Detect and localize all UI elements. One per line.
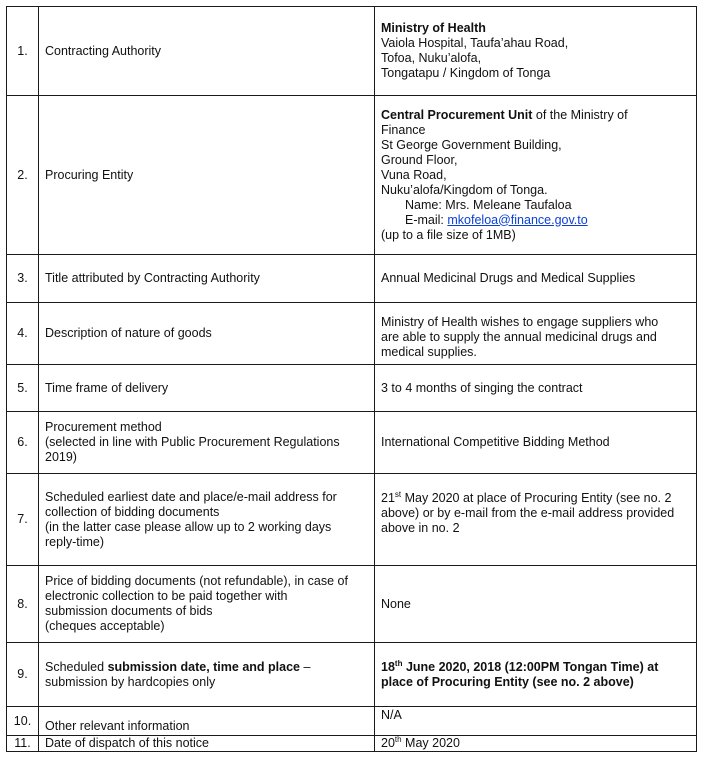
row-value: N/A bbox=[375, 707, 697, 736]
value-line: above) or by e-mail from the e-mail address provided bbox=[381, 506, 675, 520]
row-label: Description of nature of goods bbox=[39, 303, 375, 365]
value-line: May 2020 bbox=[401, 736, 460, 750]
row-label bbox=[39, 412, 375, 474]
date-day: 18 bbox=[381, 659, 395, 674]
row-label: Other relevant information bbox=[39, 707, 375, 736]
row-number: 5. bbox=[7, 365, 39, 412]
label-line: electronic collection to be paid together with bbox=[45, 589, 288, 603]
row-value: 3 to 4 months of singing the contract bbox=[375, 365, 697, 412]
row-number: 3. bbox=[7, 255, 39, 303]
label-line: (selected in line with Public Procurement Regulations bbox=[45, 435, 340, 449]
address-line: St George Government Building, bbox=[381, 137, 562, 152]
address-line: Nuku’alofa/Kingdom of Tonga. bbox=[381, 182, 548, 197]
row-value: International Competitive Bidding Method bbox=[375, 412, 697, 474]
date-suffix: th bbox=[394, 658, 403, 668]
label-prefix: Scheduled bbox=[45, 659, 108, 674]
row-label bbox=[39, 643, 375, 707]
table-row bbox=[7, 707, 697, 736]
label-line: Scheduled earliest date and place/e-mail address for bbox=[45, 489, 337, 504]
description-line: Ministry of Health wishes to engage suppliers who bbox=[381, 315, 659, 329]
address-line: Tongatapu / Kingdom of Tonga bbox=[381, 66, 551, 80]
address-line: Finance bbox=[381, 122, 426, 137]
label-line: submission by hardcopies only bbox=[45, 674, 216, 689]
description-line: are able to supply the annual medicinal drugs and bbox=[381, 330, 657, 344]
label-line: 2019) bbox=[45, 450, 77, 464]
procurement-notice-table bbox=[6, 6, 697, 752]
row-number: 7. bbox=[7, 474, 39, 566]
table-row bbox=[7, 7, 697, 96]
contact-name: Name: Mrs. Meleane Taufaloa bbox=[405, 197, 572, 212]
row-label: Time frame of delivery bbox=[39, 365, 375, 412]
table-row bbox=[7, 365, 697, 412]
row-label bbox=[39, 566, 375, 643]
table-row bbox=[7, 736, 697, 752]
date-suffix: st bbox=[394, 489, 402, 499]
label-line: submission documents of bids bbox=[45, 604, 213, 618]
row-number: 10. bbox=[7, 707, 39, 736]
row-label: Date of dispatch of this notice bbox=[39, 736, 375, 752]
email-link[interactable]: mkofeloa@finance.gov.to bbox=[447, 212, 588, 227]
row-value bbox=[375, 303, 697, 365]
table-row bbox=[7, 566, 697, 643]
row-label bbox=[39, 474, 375, 566]
label-bold: submission date, time and place bbox=[107, 659, 300, 674]
table-row bbox=[7, 474, 697, 566]
row-number: 2. bbox=[7, 96, 39, 255]
value-line: place of Procuring Entity (see no. 2 above) bbox=[381, 674, 634, 689]
description-line: medical supplies. bbox=[381, 345, 477, 359]
row-label: Contracting Authority bbox=[39, 7, 375, 96]
table-row bbox=[7, 303, 697, 365]
entity-name: Central Procurement Unit bbox=[381, 107, 533, 122]
table-row bbox=[7, 96, 697, 255]
row-number: 8. bbox=[7, 566, 39, 643]
row-label: Title attributed by Contracting Authority bbox=[39, 255, 375, 303]
date-day: 21 bbox=[381, 491, 395, 505]
row-value bbox=[375, 7, 697, 96]
entity-name-suffix: of the Ministry of bbox=[532, 107, 628, 122]
table-row bbox=[7, 255, 697, 303]
row-number: 9. bbox=[7, 643, 39, 707]
row-value bbox=[375, 96, 697, 255]
label-line: Procurement method bbox=[45, 420, 162, 434]
label-line: reply-time) bbox=[45, 534, 105, 549]
row-number: 1. bbox=[7, 7, 39, 96]
table-row bbox=[7, 412, 697, 474]
authority-name: Ministry of Health bbox=[381, 21, 486, 35]
table-row bbox=[7, 643, 697, 707]
row-value bbox=[375, 474, 697, 566]
value-line: above in no. 2 bbox=[381, 521, 460, 535]
label-line: (in the latter case please allow up to 2 working days bbox=[45, 519, 332, 534]
row-number: 6. bbox=[7, 412, 39, 474]
row-value: None bbox=[375, 566, 697, 643]
file-size-note: (up to a file size of 1MB) bbox=[381, 227, 516, 242]
row-value bbox=[375, 736, 697, 752]
label-suffix: – bbox=[299, 659, 311, 674]
address-line: Tofoa, Nuku’alofa, bbox=[381, 51, 482, 65]
row-number: 11. bbox=[7, 736, 39, 752]
row-label: Procuring Entity bbox=[39, 96, 375, 255]
value-line: May 2020 at place of Procuring Entity (see no. 2 bbox=[401, 491, 672, 505]
label-line: (cheques acceptable) bbox=[45, 619, 165, 633]
email-label: E-mail: bbox=[405, 212, 448, 227]
row-number: 4. bbox=[7, 303, 39, 365]
row-value bbox=[375, 643, 697, 707]
value-line: June 2020, 2018 (12:00PM Tongan Time) at bbox=[402, 659, 659, 674]
label-line: Price of bidding documents (not refundable), in case of bbox=[45, 574, 348, 588]
row-value: Annual Medicinal Drugs and Medical Supplies bbox=[375, 255, 697, 303]
date-suffix: th bbox=[394, 735, 402, 744]
address-line: Vaiola Hospital, Taufa’ahau Road, bbox=[381, 36, 569, 50]
address-line: Vuna Road, bbox=[381, 167, 447, 182]
address-line: Ground Floor, bbox=[381, 152, 458, 167]
label-line: collection of bidding documents bbox=[45, 504, 220, 519]
date-day: 20 bbox=[381, 736, 395, 750]
